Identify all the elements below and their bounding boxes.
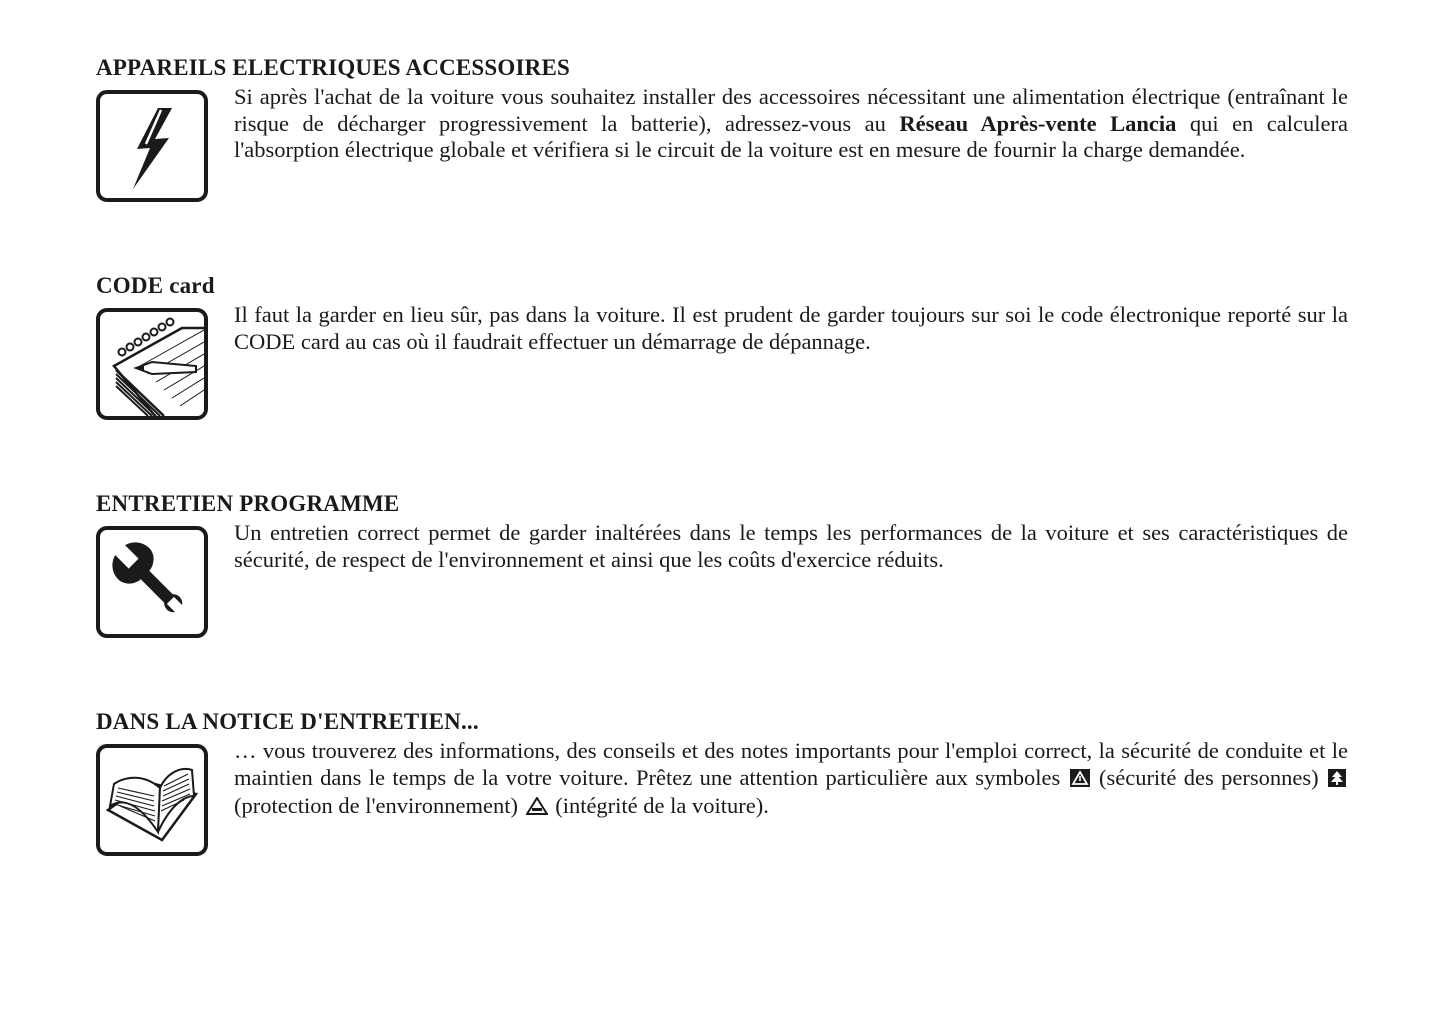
service-network-name: Réseau Après-vente Lancia <box>899 110 1177 136</box>
section-body <box>234 738 1348 822</box>
body-text-part: (protection de l'environnement) <box>234 793 524 819</box>
environment-protection-icon <box>1328 767 1346 794</box>
open-book-icon <box>96 744 208 856</box>
section-title: ENTRETIEN PROGRAMME <box>96 491 400 516</box>
body-text-part: … vous trouverez des informations, des conseils et des notes importants pour l'emploi correct, la sécurité de conduite et le maintien dans le temps de la votre voiture. Prêtez une attention particulière aux symboles <box>234 738 1348 790</box>
personal-safety-warning-icon <box>1070 767 1090 794</box>
body-text-part: Si après l'achat de la voiture vous souhaitez installer des accessoires nécessitant une alimentation électrique (entraînant le risque de décharger progressivement la batterie), adressez-vous au <box>234 84 1348 136</box>
notebook-pencil-icon <box>96 308 208 420</box>
section-title: CODE card <box>96 273 215 298</box>
section-title: DANS LA NOTICE D'ENTRETIEN... <box>96 709 479 734</box>
lightning-bolt-icon <box>96 90 208 202</box>
section-body <box>234 84 1348 164</box>
body-text-part: qui en calculera l'absorption électrique globale et vérifiera si le circuit de la voiture est en mesure de fournir la charge demandée. <box>234 110 1348 163</box>
vehicle-integrity-icon <box>526 795 548 822</box>
body-text-part: (sécurité des personnes) <box>1091 764 1327 790</box>
body-text-part: (intégrité de la voiture). <box>549 793 769 819</box>
section-body: Un entretien correct permet de garder inaltérées dans le temps les performances de la voiture et ses caractéristiques de sécurité, de respect de l'environnement et ainsi que les coûts d'exercice réduits. <box>234 520 1348 572</box>
wrench-icon <box>96 526 208 638</box>
section-title: APPAREILS ELECTRIQUES ACCESSOIRES <box>96 55 570 80</box>
section-body: Il faut la garder en lieu sûr, pas dans la voiture. Il est prudent de garder toujours sur soi le code électronique reporté sur la CODE card au cas où il faudrait effectuer un démarrage de dépannage. <box>234 302 1348 354</box>
